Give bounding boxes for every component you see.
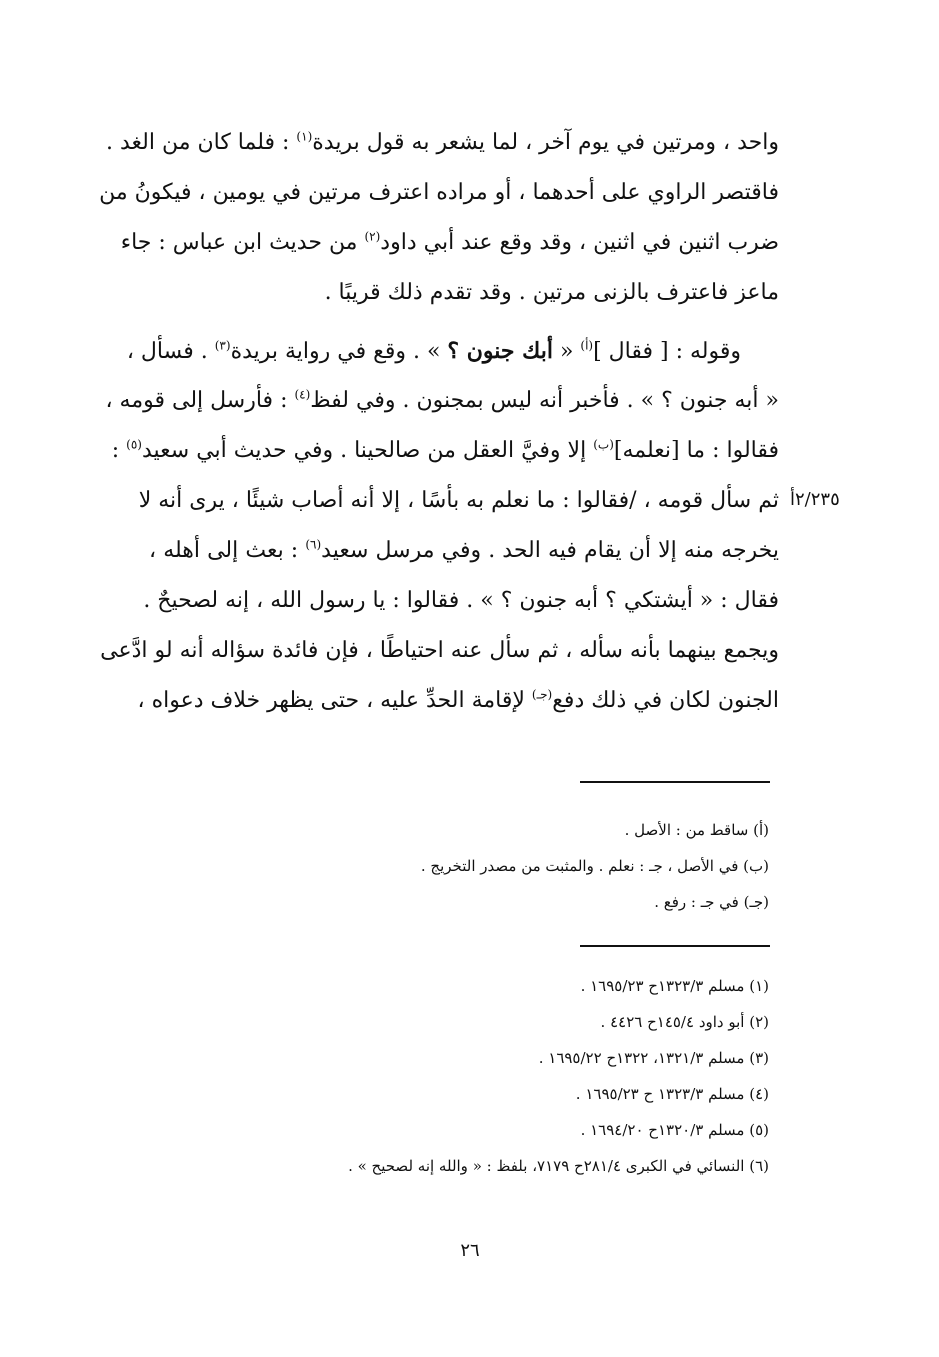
footnote-separator-rule xyxy=(580,945,770,947)
text-run: « xyxy=(552,339,581,364)
text-line xyxy=(143,576,779,626)
footnote: (١) مسلم ١٣٢٣/٣ح ١٦٩٥/٢٣ . xyxy=(580,977,769,995)
text-run: الجنون لكان في ذلك دفع xyxy=(552,688,779,713)
footnote-marker: (٣) xyxy=(214,338,231,353)
text-line xyxy=(138,476,779,526)
text-run: . فسأل ، xyxy=(126,339,215,364)
text-run: ضرب اثنين في اثنين ، وقد وقع عند أبي داود xyxy=(380,230,779,255)
text-run: : xyxy=(111,438,127,463)
footnote-marker: (٦) xyxy=(305,537,322,552)
text-line xyxy=(149,268,779,318)
text-line xyxy=(149,526,779,576)
footnote-marker: (جـ) xyxy=(531,687,553,702)
footnote: (٤) مسلم ١٣٢٣/٣ ح ١٦٩٥/٢٣ . xyxy=(575,1085,769,1103)
text-run: ماعز فاعترف بالزنى مرتين . وقد تقدم ذلك قريبًا . xyxy=(324,280,779,305)
footnote-marker: (ب) xyxy=(593,437,614,452)
text-run: ثم سأل قومه ، /فقالوا : ما نعلم به بأسًا ، إلا أنه أصاب شيئًا ، يرى أنه لا xyxy=(138,488,779,513)
text-run: إلا وفيَّ العقل من صالحينا . وفي حديث أبي سعيد xyxy=(141,438,594,463)
footnote-marker: (٤) xyxy=(294,387,311,402)
text-line xyxy=(137,676,779,726)
text-run: ويجمع بينهما بأنه سأله ، ثم سأل عنه احتياطًا ، فإن فائدة سؤاله أنه لو ادَّعى xyxy=(100,638,779,663)
footnote: (٢) أبو داود ١٤٥/٤ح ٤٤٢٦ . xyxy=(600,1013,769,1031)
footnote: (٦) النسائي في الكبرى ٢٨١/٤ح ٧١٧٩، بلفظ : « والله إنه لصحيح » . xyxy=(348,1157,769,1175)
text-run: « أبه جنون ؟ » . فأخبر أنه ليس بمجنون . وفي لفظ xyxy=(310,388,779,413)
text-run: لإقامة الحدِّ عليه ، حتى يظهر خلاف دعواه ، xyxy=(137,688,532,713)
text-run: فاقتصر الراوي على أحدهما ، أو مراده اعترف مرتين في يومين ، فيكونُ من xyxy=(99,180,779,205)
text-run: : بعث إلى أهله ، xyxy=(149,538,306,563)
page-number: ٢٦ xyxy=(460,1240,480,1261)
text-line xyxy=(99,168,779,218)
text-run: فقالوا : ما [نعلمه] xyxy=(613,438,779,463)
text-line xyxy=(120,218,779,268)
variant-note: (جـ) في جـ : رفع . xyxy=(654,893,769,911)
footnote-marker: (٥) xyxy=(126,437,142,452)
text-run: وقوله : [ فقال ] xyxy=(593,339,741,364)
text-run: » . وقع في رواية بريدة xyxy=(230,339,448,364)
footnote-marker: (١) xyxy=(296,129,313,144)
variant-note: (أ) ساقط من : الأصل . xyxy=(624,821,769,839)
text-run: يخرجه منه إلا أن يقام فيه الحد . وفي مرسل سعيد xyxy=(321,538,780,563)
footnote: (٣) مسلم ١٣٢١/٣، ١٣٢٢ح ١٦٩٥/٢٢ . xyxy=(538,1049,769,1067)
paragraph-gap xyxy=(149,318,779,326)
text-run: من حديث ابن عباس : جاء xyxy=(120,230,365,255)
main-text-block xyxy=(99,118,780,726)
text-run: : فلما كان من الغد . xyxy=(105,130,297,155)
text-run: واحد ، ومرتين في يوم آخر ، لما يشعر به قول بريدة xyxy=(312,130,779,155)
text-line xyxy=(100,626,779,676)
footnote-marker: (أ) xyxy=(580,338,594,353)
reference-footnotes xyxy=(169,968,769,1184)
text-line xyxy=(126,326,779,376)
text-run: : فأرسل إلى قومه ، xyxy=(105,388,295,413)
quoted-hadith-phrase: أبك جنون ؟ xyxy=(447,338,553,364)
text-line xyxy=(111,426,779,476)
text-line xyxy=(105,118,779,168)
manuscript-folio-reference: ٢/٢٣٥أ xyxy=(790,489,840,510)
variant-notes xyxy=(169,812,769,920)
text-line xyxy=(105,376,779,426)
footnote: (٥) مسلم ١٣٢٠/٣ح ١٦٩٤/٢٠ . xyxy=(580,1121,769,1139)
footnote-separator-rule xyxy=(580,781,770,783)
text-run: فقال : « أيشتكي ؟ أبه جنون ؟ » . فقالوا : يا رسول الله ، إنه لصحيحٌ . xyxy=(143,588,779,613)
footnote-marker: (٢) xyxy=(364,229,381,244)
variant-note: (ب) في الأصل ، جـ : نعلم . والمثبت من مصدر التخريج . xyxy=(420,857,769,875)
